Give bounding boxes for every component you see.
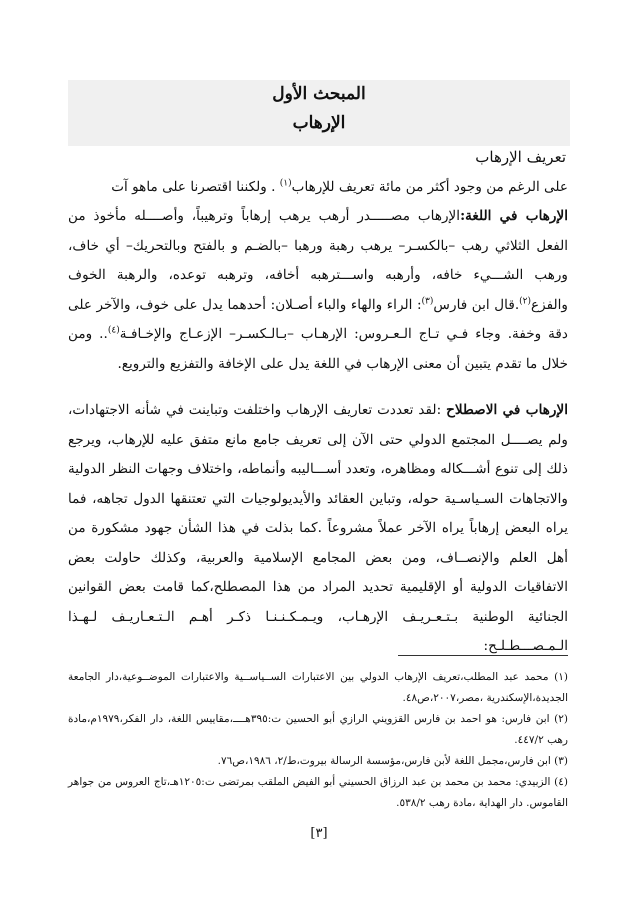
intro-text-end: . ولكننا اقتصرنا على ماهو آت	[111, 179, 280, 195]
terminology-definition-text: :لقد تعددت تعاريف الإرهاب واختلفت وتباينت في شأنه الاجتهادات، ولم يصــــل المجتمع الدولي حتى الآن إلى تعريف جامع مانع متفق عليه للإرهاب، ويرجع ذلك إلى تنوع أشـــكاله ومظاهره، وتعدد أســـاليبه وأنماطه، واختلاف وجهات النظر الدولية والاتجاهات السـياسـية حوله، وتباين العقائد والأيديولوجيات التي تعتنقها الدول تجاهه، فما يراه البعض إرهاباً يراه الآخر عملاً مشروعاً .كما بذلت في هذا الشأن جهود مشكورة من أهل العلم والإنصــاف، ومن بعض المجامع الإسلامية والعربية، وكذلك حاولت بعض الاتفاقيات الدولية أو الإقليمية تحديد المراد من هذا المصطلح،كما قامت بعض القوانين الجنائية الوطنية بـتـعـريـف الإرهـاب، ويـمـكـنـنـا ذكـر أهـم الـتـعـاريـف لـهـذا الـمـصـــطـلـح:	[68, 402, 568, 654]
language-definition-text-2: .قال ابن فارس	[433, 296, 520, 313]
intro-text: على الرغم من وجود أكثر من مائة تعريف للإرهاب	[291, 179, 568, 195]
chapter-title: المبحث الأول	[272, 84, 366, 104]
footnotes	[68, 667, 568, 814]
terminology-definition-lead: الإرهاب في الاصطلاح	[446, 402, 568, 418]
footnote-ref-1: (١)	[279, 178, 292, 189]
language-definition-text-4: .. ومن خلال ما تقدم يتبين أن معنى الإرهاب في اللغة يدل على الإخافة والتفزيع والترويع.	[68, 326, 568, 372]
footnote-ref-4: (٤)	[107, 325, 120, 336]
page-number: [٣]	[310, 826, 328, 841]
language-definition-text-3: : الراء والهاء والباء أصـلان: أحدهما يدل على خوف، والآخر على دقة وخفة. وجاء فـي تـاج الـعـروس: الإرهـاب –بـالـكسـر– الإزعـاج والإخـافـة	[68, 296, 568, 342]
language-definition-paragraph	[68, 202, 568, 379]
footnote-divider	[398, 655, 568, 656]
chapter-subtitle: الإرهاب	[292, 113, 346, 133]
section-title: تعريف الإرهاب	[475, 148, 566, 166]
intro-paragraph	[68, 173, 568, 203]
footnote-3: (٣) ابن فارس،مجمل اللغة لأبن فارس،مؤسسة الرسالة بيروت،ط/٢، ١٩٨٦،ص٧٦.	[217, 755, 568, 767]
footnote-ref-2: (٢)	[519, 295, 532, 306]
footnote-1: (١) محمد عبد المطلب،تعريف الإرهاب الدولي بين الاعتبارات الســياســية والاعتبارات الموضــوعية،دار الجامعة الجديدة،الإسكندرية ،مصر،٢٠٠٧،ص٤٨.	[68, 671, 568, 704]
language-definition-text: الإرهاب مصـــــدر أرهب يرهب إرهاباً وترهيباً، وأصــــله مأخوذ من الفعل الثلاثي رهب –بالكسـر– يرهب رهبة ورهبا –بالضـم و بالفتح وبالتحريك– أي خاف، ورهب الشـــيء خافه، وأرهبه واســـترهبه أخافه، وترهبه توعده، والرهبة الخوف والفزع	[68, 208, 568, 313]
language-definition-lead: الإرهاب في اللغة:	[460, 208, 569, 224]
footnote-ref-3: (٣)	[421, 295, 434, 306]
terminology-definition-paragraph	[68, 396, 568, 662]
footnote-2: (٢) ابن فارس: هو احمد بن فارس القزويني الرازي أبو الحسين ت:٣٩٥هــــ،مقاييس اللغة، دار الفكر،١٩٧٩م،مادة رهب ٤٤٧/٢.	[68, 713, 568, 746]
footnote-4: (٤) الزبيدي: محمد بن محمد بن عبد الرزاق الحسيني أبو الفيض الملقب بمرتضى ت:١٢٠٥هـ،تاج العروس من جواهر القاموس. دار الهداية ،مادة رهب ٥٣٨/٢.	[68, 776, 569, 809]
